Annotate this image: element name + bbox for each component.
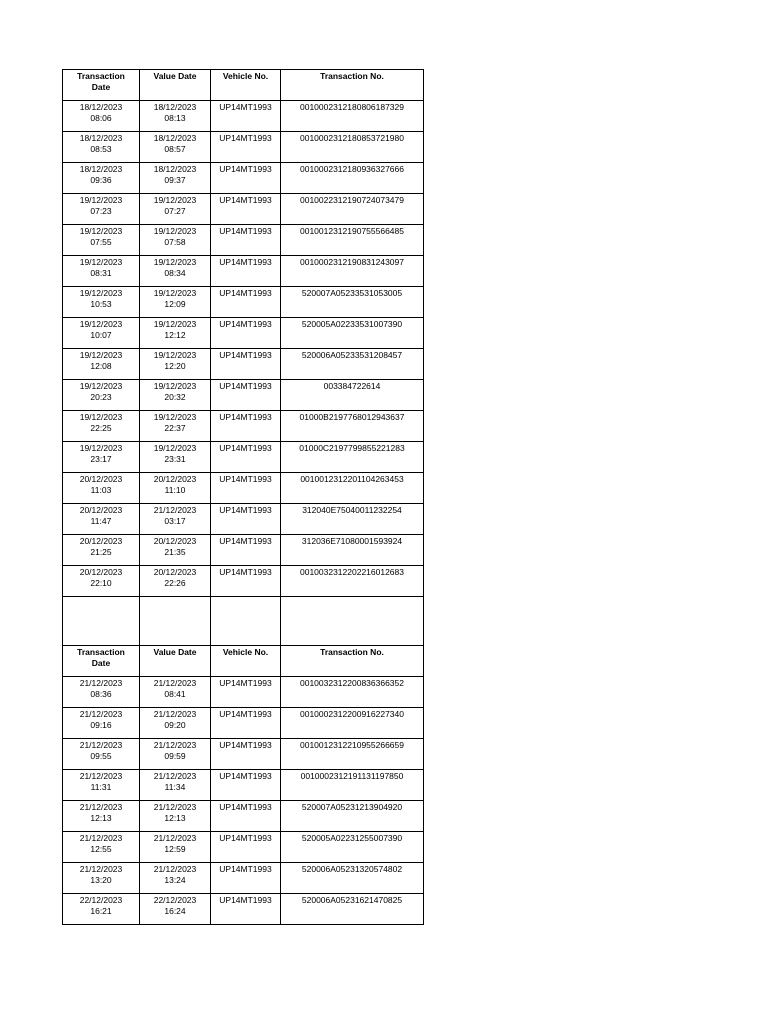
transaction-date-cell: 19/12/2023 07:55 [63, 225, 140, 256]
transaction-no-cell: 0010002312180936327666 [281, 163, 424, 194]
value-date-cell: 19/12/2023 08:34 [140, 256, 211, 287]
transaction-date-cell: 21/12/2023 08:36 [63, 677, 140, 708]
value-date-cell: 21/12/2023 11:34 [140, 770, 211, 801]
table-row [63, 504, 424, 535]
transaction-no-cell: 520005A02231255007390 [281, 832, 424, 863]
table-row [63, 442, 424, 473]
header-row [63, 70, 424, 101]
header-row [63, 646, 424, 677]
transaction-no-cell: 0010032312200836366352 [281, 677, 424, 708]
table-row [63, 256, 424, 287]
table-row [63, 411, 424, 442]
vehicle-no-cell: UP14MT1993 [211, 677, 281, 708]
vehicle-no-cell: UP14MT1993 [211, 770, 281, 801]
value-date-cell: 20/12/2023 11:10 [140, 473, 211, 504]
transaction-date-cell: 21/12/2023 13:20 [63, 863, 140, 894]
column-header: Transaction No. [281, 70, 424, 101]
transaction-no-cell: 520007A05233531053005 [281, 287, 424, 318]
vehicle-no-cell: UP14MT1993 [211, 411, 281, 442]
value-date-cell: 20/12/2023 22:26 [140, 566, 211, 597]
table-row [63, 739, 424, 770]
transaction-date-cell: 19/12/2023 07:23 [63, 194, 140, 225]
vehicle-no-cell: UP14MT1993 [211, 801, 281, 832]
value-date-cell: 22/12/2023 16:24 [140, 894, 211, 925]
column-header: Value Date [140, 70, 211, 101]
transaction-no-cell: 003384722614 [281, 380, 424, 411]
column-header: Vehicle No. [211, 646, 281, 677]
transaction-date-cell: 19/12/2023 10:07 [63, 318, 140, 349]
transaction-date-cell: 19/12/2023 20:23 [63, 380, 140, 411]
value-date-cell: 21/12/2023 12:13 [140, 801, 211, 832]
table-row [63, 287, 424, 318]
value-date-cell: 21/12/2023 13:24 [140, 863, 211, 894]
transaction-table-body [63, 70, 424, 925]
table-row [63, 194, 424, 225]
value-date-cell: 18/12/2023 09:37 [140, 163, 211, 194]
table-row [63, 863, 424, 894]
transaction-no-cell: 520006A05231621470825 [281, 894, 424, 925]
vehicle-no-cell: UP14MT1993 [211, 287, 281, 318]
table-row [63, 318, 424, 349]
transaction-date-cell: 20/12/2023 22:10 [63, 566, 140, 597]
vehicle-no-cell: UP14MT1993 [211, 566, 281, 597]
transaction-no-cell: 0010012312210955266659 [281, 739, 424, 770]
transaction-date-cell: 21/12/2023 09:55 [63, 739, 140, 770]
transaction-no-cell: 0010012312190755566485 [281, 225, 424, 256]
transaction-date-cell: 19/12/2023 10:53 [63, 287, 140, 318]
transaction-date-cell: 18/12/2023 08:06 [63, 101, 140, 132]
value-date-cell: 21/12/2023 08:41 [140, 677, 211, 708]
vehicle-no-cell: UP14MT1993 [211, 535, 281, 566]
transaction-no-cell: 0010002312190831243097 [281, 256, 424, 287]
table-row [63, 894, 424, 925]
vehicle-no-cell: UP14MT1993 [211, 194, 281, 225]
vehicle-no-cell: UP14MT1993 [211, 225, 281, 256]
vehicle-no-cell: UP14MT1993 [211, 101, 281, 132]
value-date-cell: 19/12/2023 07:58 [140, 225, 211, 256]
vehicle-no-cell: UP14MT1993 [211, 163, 281, 194]
transaction-no-cell: 0010002312200916227340 [281, 708, 424, 739]
vehicle-no-cell: UP14MT1993 [211, 739, 281, 770]
value-date-cell: 19/12/2023 12:20 [140, 349, 211, 380]
value-date-cell: 21/12/2023 09:59 [140, 739, 211, 770]
transaction-no-cell: 520007A05231213904920 [281, 801, 424, 832]
transaction-date-cell: 21/12/2023 09:16 [63, 708, 140, 739]
transaction-date-cell: 20/12/2023 11:47 [63, 504, 140, 535]
table-row [63, 535, 424, 566]
column-header: Vehicle No. [211, 70, 281, 101]
vehicle-no-cell: UP14MT1993 [211, 504, 281, 535]
transaction-date-cell: 19/12/2023 08:31 [63, 256, 140, 287]
value-date-cell: 19/12/2023 23:31 [140, 442, 211, 473]
transaction-no-cell: 01000B2197768012943637 [281, 411, 424, 442]
vehicle-no-cell: UP14MT1993 [211, 380, 281, 411]
blank-cell [63, 597, 140, 646]
value-date-cell: 19/12/2023 12:09 [140, 287, 211, 318]
column-header: Value Date [140, 646, 211, 677]
value-date-cell: 20/12/2023 21:35 [140, 535, 211, 566]
column-header: Transaction Date [63, 646, 140, 677]
value-date-cell: 19/12/2023 20:32 [140, 380, 211, 411]
transaction-date-cell: 21/12/2023 11:31 [63, 770, 140, 801]
table-row [63, 380, 424, 411]
transaction-table [62, 69, 424, 925]
transaction-date-cell: 22/12/2023 16:21 [63, 894, 140, 925]
table-row [63, 770, 424, 801]
blank-cell [140, 597, 211, 646]
value-date-cell: 19/12/2023 07:27 [140, 194, 211, 225]
table-row [63, 163, 424, 194]
vehicle-no-cell: UP14MT1993 [211, 318, 281, 349]
value-date-cell: 19/12/2023 12:12 [140, 318, 211, 349]
vehicle-no-cell: UP14MT1993 [211, 832, 281, 863]
table-row [63, 225, 424, 256]
transaction-no-cell: 312036E71080001593924 [281, 535, 424, 566]
transaction-no-cell: 0010022312190724073479 [281, 194, 424, 225]
transaction-date-cell: 20/12/2023 11:03 [63, 473, 140, 504]
blank-cell [211, 597, 281, 646]
table-row [63, 132, 424, 163]
transaction-date-cell: 21/12/2023 12:13 [63, 801, 140, 832]
transaction-date-cell: 19/12/2023 12:08 [63, 349, 140, 380]
transaction-no-cell: 312040E75040011232254 [281, 504, 424, 535]
transaction-no-cell: 0010002312180806187329 [281, 101, 424, 132]
value-date-cell: 18/12/2023 08:13 [140, 101, 211, 132]
vehicle-no-cell: UP14MT1993 [211, 708, 281, 739]
transaction-no-cell: 0010002312191131197850 [281, 770, 424, 801]
transaction-date-cell: 18/12/2023 09:36 [63, 163, 140, 194]
value-date-cell: 21/12/2023 03:17 [140, 504, 211, 535]
value-date-cell: 21/12/2023 12:59 [140, 832, 211, 863]
transaction-date-cell: 19/12/2023 22:25 [63, 411, 140, 442]
transaction-date-cell: 18/12/2023 08:53 [63, 132, 140, 163]
transaction-no-cell: 01000C2197799855221283 [281, 442, 424, 473]
blank-cell [281, 597, 424, 646]
transaction-date-cell: 21/12/2023 12:55 [63, 832, 140, 863]
table-row [63, 101, 424, 132]
transaction-no-cell: 520006A05233531208457 [281, 349, 424, 380]
vehicle-no-cell: UP14MT1993 [211, 473, 281, 504]
transaction-no-cell: 520006A05231320574802 [281, 863, 424, 894]
value-date-cell: 18/12/2023 08:57 [140, 132, 211, 163]
column-header: Transaction No. [281, 646, 424, 677]
transaction-no-cell: 0010002312180853721980 [281, 132, 424, 163]
value-date-cell: 19/12/2023 22:37 [140, 411, 211, 442]
transaction-no-cell: 0010012312201104263453 [281, 473, 424, 504]
transaction-no-cell: 0010032312202216012683 [281, 566, 424, 597]
vehicle-no-cell: UP14MT1993 [211, 132, 281, 163]
table-row [63, 473, 424, 504]
vehicle-no-cell: UP14MT1993 [211, 442, 281, 473]
value-date-cell: 21/12/2023 09:20 [140, 708, 211, 739]
vehicle-no-cell: UP14MT1993 [211, 349, 281, 380]
vehicle-no-cell: UP14MT1993 [211, 256, 281, 287]
blank-row [63, 597, 424, 646]
table-row [63, 832, 424, 863]
transaction-date-cell: 20/12/2023 21:25 [63, 535, 140, 566]
transaction-no-cell: 520005A02233531007390 [281, 318, 424, 349]
transaction-date-cell: 19/12/2023 23:17 [63, 442, 140, 473]
column-header: Transaction Date [63, 70, 140, 101]
table-row [63, 708, 424, 739]
table-row [63, 677, 424, 708]
table-row [63, 801, 424, 832]
table-row [63, 349, 424, 380]
vehicle-no-cell: UP14MT1993 [211, 894, 281, 925]
vehicle-no-cell: UP14MT1993 [211, 863, 281, 894]
table-row [63, 566, 424, 597]
